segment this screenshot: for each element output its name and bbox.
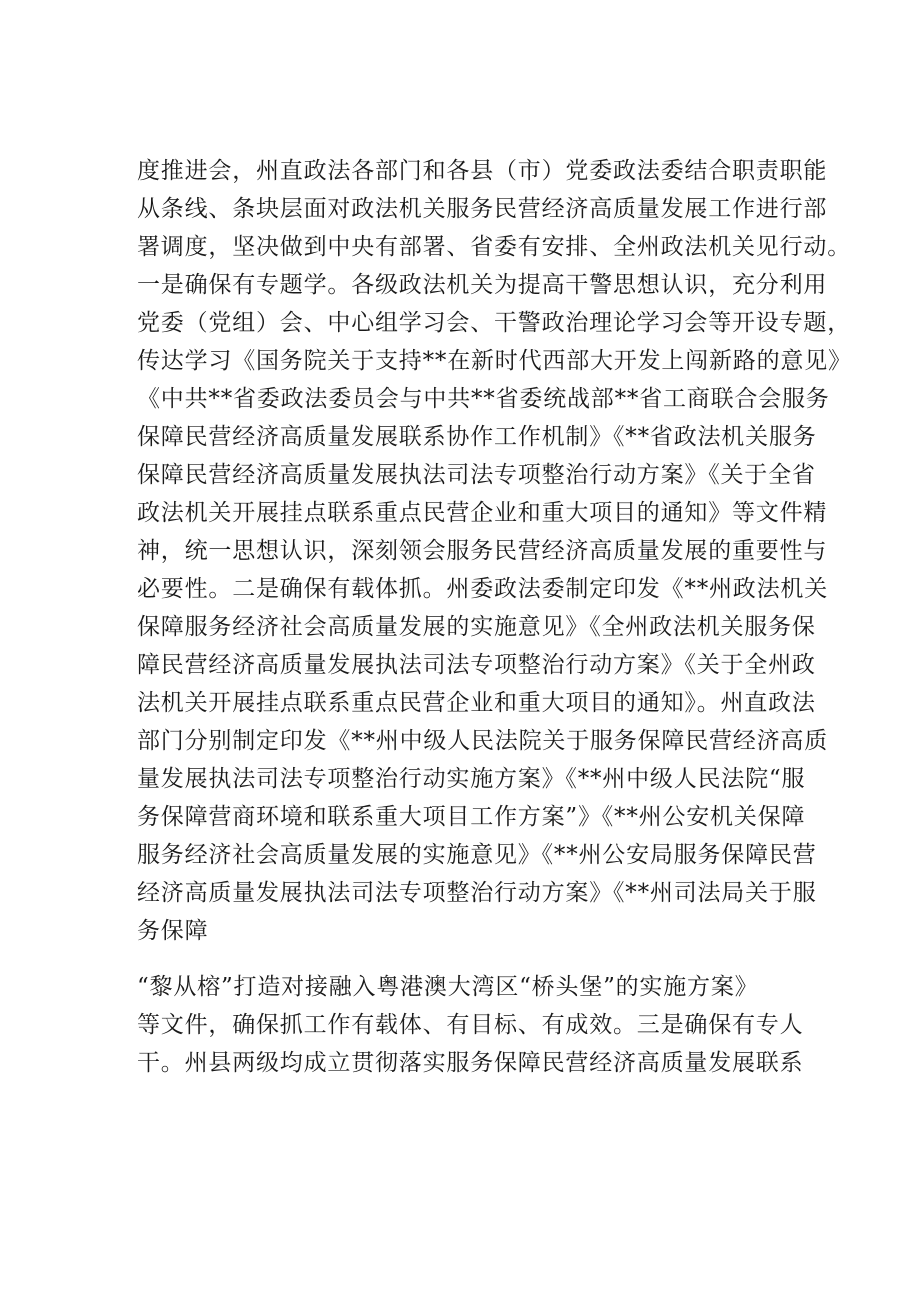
text-line: 务保障 bbox=[137, 918, 209, 944]
text-line: 一是确保有专题学。各级政法机关为提高干警思想认识，充分利用 bbox=[137, 272, 828, 298]
text-line: 保障民营经济高质量发展执法司法专项整治行动方案》《关于全省 bbox=[137, 462, 816, 488]
text-line: 务保障营商环境和联系重大项目工作方案”》《**州公安机关保障 bbox=[137, 804, 806, 830]
body-text bbox=[137, 152, 852, 1082]
continuation-line: 干。州县两级均成立贯彻落实服务保障民营经济高质量发展联系 bbox=[137, 1050, 804, 1076]
text-line: 经济高质量发展执法司法专项整治行动方案》《**州司法局关于服 bbox=[137, 880, 817, 906]
text-line: 保障服务经济社会高质量发展的实施意见》《全州政法机关服务保 bbox=[137, 614, 816, 640]
paragraph-gap bbox=[137, 950, 807, 968]
text-line: 政法机关开展挂点联系重点民营企业和重大项目的通知》等文件精 bbox=[137, 500, 828, 526]
text-line: 从条线、条块层面对政法机关服务民营经济高质量发展工作进行部 bbox=[137, 196, 828, 222]
text-line: 量发展执法司法专项整治行动实施方案》《**州中级人民法院“服 bbox=[137, 766, 806, 792]
text-line: 署调度，坚决做到中央有部署、省委有安排、全州政法机关见行动。 bbox=[137, 234, 851, 260]
continuation-line: “黎从榕”打造对接融入粤港澳大湾区“桥头堡”的实施方案》 bbox=[137, 974, 759, 1000]
text-line: 保障民营经济高质量发展联系协作工作机制》《**省政法机关服务 bbox=[137, 424, 817, 450]
text-line: 必要性。二是确保有载体抓。州委政法委制定印发《**州政法机关 bbox=[137, 576, 828, 602]
continuation-line: 等文件，确保抓工作有载体、有目标、有成效。三是确保有专人 bbox=[137, 1012, 804, 1038]
text-line: 党委（党组）会、中心组学习会、干警政治理论学习会等开设专题， bbox=[137, 310, 851, 336]
text-line: 度推进会，州直政法各部门和各县（市）党委政法委结合职责职能 bbox=[137, 158, 828, 184]
text-line: 传达学习《国务院关于支持**在新时代西部大开发上闯新路的意见》 bbox=[137, 348, 852, 374]
text-line: 部门分别制定印发《**州中级人民法院关于服务保障民营经济高质 bbox=[137, 728, 828, 754]
text-line: 障民营经济高质量发展执法司法专项整治行动方案》《关于全州政 bbox=[137, 652, 816, 678]
text-line: 服务经济社会高质量发展的实施意见》《**州公安局服务保障民营 bbox=[137, 842, 817, 868]
text-line: 《中共**省委政法委员会与中共**省委统战部**省工商联合会服务 bbox=[137, 386, 830, 412]
text-line: 法机关开展挂点联系重点民营企业和重大项目的通知》。州直政法 bbox=[137, 690, 816, 716]
text-line: 神，统一思想认识，深刻领会服务民营经济高质量发展的重要性与 bbox=[137, 538, 828, 564]
